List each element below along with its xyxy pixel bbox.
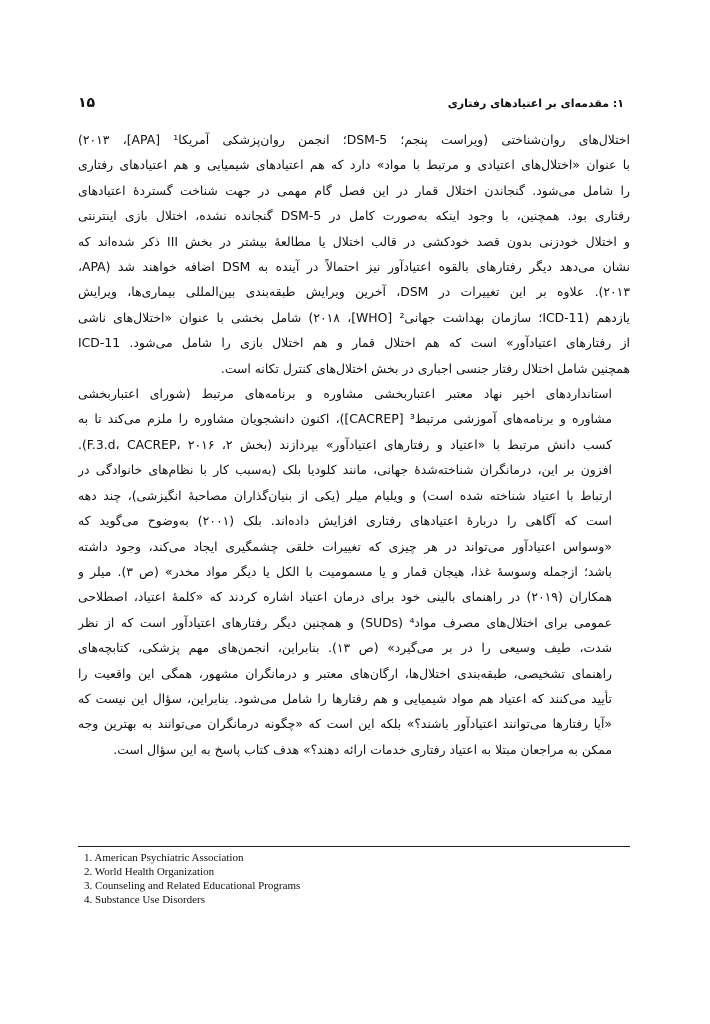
text-line: و اختلال خودزنی بدون قصد خودکشی در قالب اختلال یا مطالعهٔ بیشتر در بخش III ذکر شده‌اند که (78, 233, 630, 249)
text-line: «آیا رفتارها می‌توانند اعتیادآور باشند؟» بلکه این است که «چگونه درمانگران می‌توانند به بهترین وجه (78, 716, 612, 732)
text-line: افزون بر این، درمانگران شناخته‌شدهٔ جهانی، مانند کلودیا بلک (به‌سبب کار با نظام‌های خانوادگی در (78, 462, 612, 478)
text-line: با عنوان «اختلال‌های اعتیادی و مرتبط با مواد» دارد که هم اعتیادهای شیمیایی و هم اعتیادهای رفتاری (78, 157, 630, 173)
footnotes (84, 851, 624, 907)
text-line: کسب دانش مرتبط با «اعتیاد و رفتارهای اعتیادآور» بپردازند (بخش ۲، F.3.d، CACREP، ۲۰۱۶). (78, 436, 612, 452)
text-line: شدت، طیف وسیعی را در بر می‌گیرد» (ص ۱۳). بنابراین، انجمن‌های مهم پزشکی، کتابچه‌های (78, 640, 612, 656)
text-line: عمومی برای اختلال‌های مصرف مواد⁴ (SUDs) و همچنین دیگر رفتارهای اعتیادآور است که از نظر (78, 614, 612, 630)
text-line: راهنمای تشخیصی، طبقه‌بندی اختلال‌ها، ارگان‌های معتبر و درمانگران مشهور، همگی این واقعیت را (78, 665, 612, 681)
running-head (78, 92, 624, 114)
page-number: ۱۵ (78, 95, 96, 111)
paragraph (78, 381, 630, 762)
footnote-divider (78, 846, 630, 847)
paragraph (78, 127, 630, 381)
text-line: همچنین شامل اختلال رفتار جنسی اجباری در بخش اختلال‌های کنترل تکانه است. (220, 360, 630, 376)
chapter-title: ۱: مقدمه‌ای بر اعتیادهای رفتاری (447, 96, 624, 110)
text-line: از رفتارهای اعتیادآور» است که هم اختلال قمار و هم اختلال بازی را شامل می‌شود. ICD-11 (78, 335, 630, 351)
text-line: ممکن به مراجعان مبتلا به اعتیاد رفتاری خدمات ارائه دهند؟» هدف کتاب پاسخ به این سؤال است. (113, 741, 612, 757)
footnote: 3. Counseling and Related Educational Programs (84, 880, 301, 892)
text-line: استانداردهای اخیر نهاد معتبر اعتباربخشی مشاوره و برنامه‌های مرتبط (شورای اعتباربخشی (78, 386, 612, 402)
text-line: را شامل می‌شود. گنجاندن اختلال قمار در این فصل گام مهمی در جهت شناخت گستردهٔ اعتیادهای (78, 182, 630, 198)
text-line: اختلال‌های روان‌شناختی (ویراست پنجم؛ DSM-5؛ انجمن روان‌پزشکی آمریکا¹ [APA]، ۲۰۱۳) (78, 132, 630, 147)
body-text (78, 127, 630, 762)
text-line: ۲۰۱۳). علاوه بر این تغییرات در DSM، آخرین ویرایش طبقه‌بندی بین‌المللی بیماری‌ها، ویرایش (78, 284, 630, 300)
text-line: رفتاری بود. همچنین، با وجود اینکه به‌صورت کامل در DSM-5 گنجانده نشده، اختلال بازی اینترنتی (78, 208, 630, 224)
text-line: ارتباط با اعتیاد شناخته شده است) و ویلیام میلر (یکی از بنیان‌گذاران مصاحبهٔ انگیزشی)، چند دهه (78, 487, 612, 503)
text-line: نشان می‌دهد دیگر رفتارهای بالقوه اعتیادآور نیز احتمالاً در آینده به DSM اضافه خواهند شد (APA، (78, 259, 630, 275)
text-line: مشاوره و برنامه‌های آموزشی مرتبط³ [CACREP])، اکنون دانشجویان مشاوره را ملزم می‌کند تا به (78, 411, 612, 427)
text-line: «وسواس اعتیادآور می‌تواند در هر چیزی که تغییرات خلقی چشمگیری ایجاد می‌کند، وجود داشته (78, 538, 612, 554)
footnote: 4. Substance Use Disorders (84, 894, 205, 906)
text-line: باشد؛ ازجمله وسوسهٔ غذا، هیجان قمار و یا مسمومیت با الکل یا دیگر مواد مخدر» (ص ۳). میلر و (78, 563, 613, 579)
text-line: همکاران (۲۰۱۹) در راهنمای بالینی خود برای درمان اعتیاد اشاره کردند که «کلمهٔ اعتیاد، اصطلاحی (78, 589, 612, 605)
text-line: تأیید می‌کنند که اعتیاد هم مواد شیمیایی و هم رفتارها را شامل می‌شود. بنابراین، سؤال این نیست که (78, 690, 612, 706)
text-line: یازدهم (ICD-11؛ سازمان بهداشت جهانی² [WHO]، ۲۰۱۸) شامل بخشی با عنوان «اختلال‌های ناشی (78, 309, 630, 325)
footnote: 1. American Psychiatric Association (84, 852, 244, 864)
text-line: است که آگاهی را دربارهٔ اعتیادهای رفتاری افزایش داده‌اند. بلک (۲۰۰۱) به‌وضوح می‌گوید که (78, 513, 612, 529)
footnote: 2. World Health Organization (84, 866, 215, 878)
